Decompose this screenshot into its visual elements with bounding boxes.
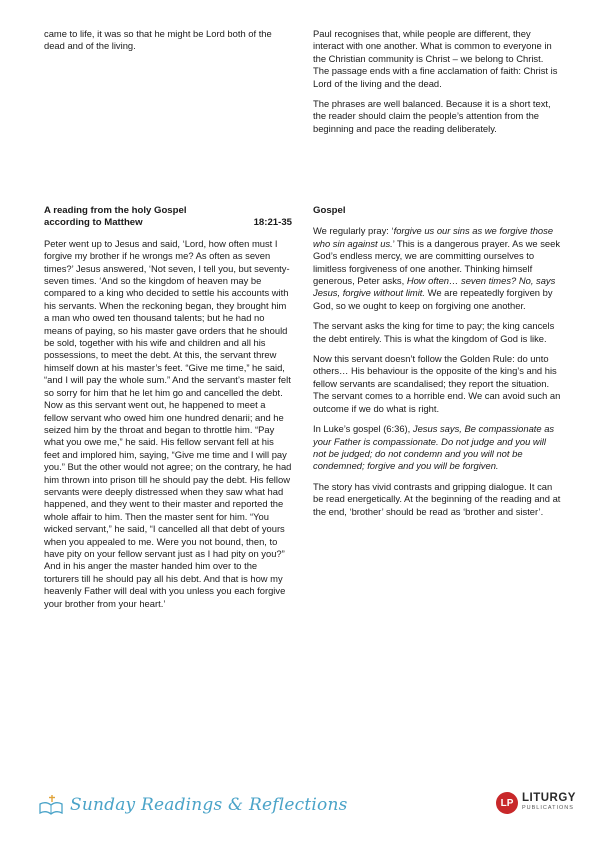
- brand-title: Sunday Readings & Reflections: [70, 795, 348, 815]
- text-run: We are repeatedly forgiven by God, so we ought to keep on forgiving one another.: [313, 287, 553, 311]
- paragraph: The story has vivid contrasts and gripping dialogue. It can be read energetically. At the beginning of the reading and at the end, ‘brother’ should be read as ‘brother and sister’.: [313, 480, 561, 517]
- page-footer: [0, 790, 595, 830]
- paragraph: [313, 225, 561, 312]
- scripture-reference: 18:21-35: [253, 217, 292, 229]
- text-run: We regularly pray: ‘: [313, 225, 394, 237]
- top-left-column: [44, 28, 292, 61]
- gospel-reflection-column: [313, 205, 561, 526]
- heading-line-2: according to Matthew: [44, 217, 143, 229]
- paragraph: Paul recognises that, while people are different, they interact with one another. What is common to everyone in the Christian community is Christ – we belong to Christ. The passage ends with a fine acclamation of faith: Christ is Lord of the living and the dead.: [313, 28, 558, 89]
- paragraph: [313, 423, 561, 473]
- publisher-logo: [496, 792, 576, 814]
- logo-words: [522, 793, 576, 813]
- gospel-reading-column: [44, 205, 292, 618]
- italic-run: forgive us our sins as we forgive those who sin against us.: [313, 225, 554, 249]
- text-run: ’ This is a dangerous prayer. As we seek God’s endless mercy, we are committing ourselves to limitless forgiveness of one another. Thinking himself generous, Peter asks,: [313, 237, 561, 287]
- heading-row: [44, 217, 292, 229]
- gospel-reading-heading: [44, 205, 292, 230]
- paragraph: The phrases are well balanced. Because it is a short text, the reader should claim the people’s attention from the beginning and pace the reading deliberately.: [313, 98, 551, 134]
- heading-line-1: A reading from the holy Gospel: [44, 205, 187, 216]
- paragraph: Now this servant doesn’t follow the Golden Rule: do unto others… His behaviour is the opposite of the king’s and his fellow servants are scandalised; they report the situation. The servant comes to a horrible end. We can avoid such an outcome if we do what is right.: [313, 353, 561, 414]
- logo-main-text: LITURGY: [522, 792, 576, 804]
- italic-run: How often… seven times? No, says Jesus, forgive without limit.: [313, 275, 556, 299]
- gospel-text: Peter went up to Jesus and said, ‘Lord, how often must I forgive my brother if he wrongs me? As often as seven times?’ Jesus answered, ‘Not seven, I tell you, but seventy-seven times. ‘And so the kingdom of heaven may be compared to a king who decided to settle his accounts with his servants. When the reckoning began, they brought him a man who owed ten thousand talents; but he had no means of paying, so his master gave orders that he should be sold, together with his wife and children and all his possessions, to meet the debt. At this, the servant threw himself down at his master’s feet. “Give me time,” he said, “and I will pay the whole sum.” And the servant’s master felt so sorry for him that he let him go and cancelled the debt. Now as this servant went out, he happened to meet a fellow servant who owed him one hundred denarii; and he seized him by the throat and began to throttle him. “Pay what you owe me,” he said. His fellow servant fell at his feet and implored him, saying, “Give me time and I will pay you.” But the other would not agree; on the contrary, he had him thrown into prison till he should pay the debt. His fellow servants were deeply distressed when they saw what had happened, and they went to their master and reported the whole affair to him. Then the master sent for him. “You wicked servant,” he said, “I cancelled all that debt of yours when you appealed to me. Were you not bound, then, to have pity on your fellow servant just as I had pity on you?” And in his anger the master handed him over to the torturers till he should pay all his debt. And that is how my heavenly Father will deal with you unless you each forgive your brother from your heart.’: [44, 237, 292, 609]
- top-right-column: [313, 28, 561, 143]
- open-book-icon: [38, 794, 64, 816]
- logo-mark: LP: [496, 792, 518, 814]
- paragraph: The servant asks the king for time to pay; the king cancels the debt entirely. This is what the kingdom of God is like.: [313, 320, 555, 344]
- logo-sub-text: PUBLICATIONS: [522, 805, 574, 811]
- italic-run: Jesus says, Be compassionate as your Father is compassionate. Do not judge and you will not be judged; do not condemn and you will not be condemned; forgive and you will be forgiven.: [313, 423, 555, 472]
- paragraph: came to life, it was so that he might be Lord both of the dead and of the living.: [44, 28, 272, 52]
- text-run: In Luke’s gospel (6:36),: [313, 423, 413, 435]
- brand: [38, 794, 348, 816]
- gospel-reflection-heading: Gospel: [313, 205, 346, 216]
